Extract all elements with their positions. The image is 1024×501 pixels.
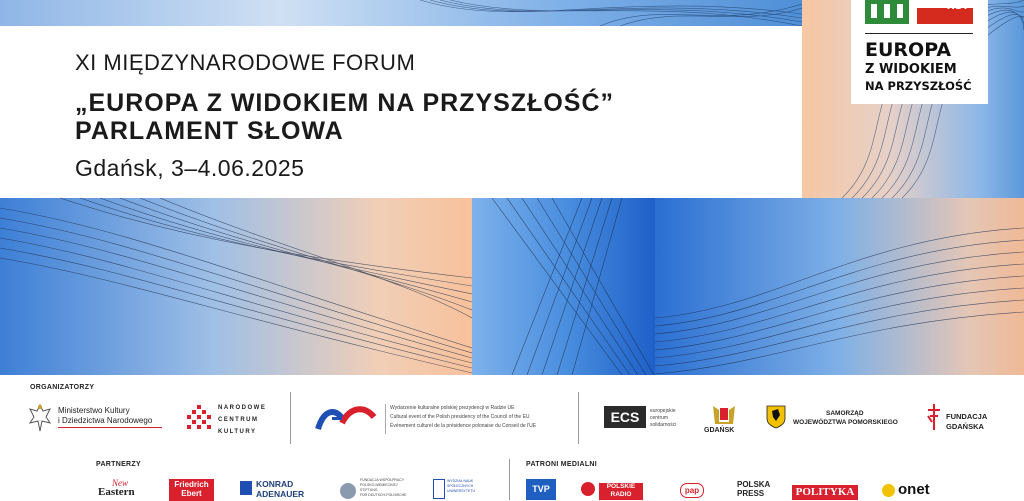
- middle-center-decorative-band: [472, 198, 655, 375]
- presidency-text-en: Cultural event of the Polish presidency of the Council of the EU: [390, 414, 530, 420]
- fwpn-logo: [340, 483, 356, 499]
- onet-logo: [882, 484, 895, 497]
- fundacja-text-1: FUNDACJA: [946, 412, 988, 421]
- top-decorative-band: [0, 0, 802, 26]
- middle-left-decorative-band: [0, 198, 472, 375]
- ministry-name-line2: i Dziedzictwa Narodowego: [58, 416, 153, 425]
- fwpn-text-1: FUNDACJA WSPÓŁPRACY: [360, 478, 405, 482]
- forum-edition-line: XI MIĘDZYNARODOWE FORUM: [75, 50, 416, 75]
- fwpn-text-2: POLSKO-NIEMIECKIEJ: [360, 483, 398, 487]
- polskie-radio-logo: [581, 482, 595, 496]
- nck-text-1: NARODOWE: [218, 405, 267, 411]
- presidency-logo: [314, 403, 378, 438]
- new-eastern-text-2: Eastern: [98, 486, 135, 498]
- onet-text: onet: [898, 481, 930, 498]
- fwpn-text-4: FÜR DEUTSCH-POLNISCHE: [360, 493, 407, 497]
- gdansk-text: GDAŃSK: [704, 427, 735, 434]
- polskie-radio-text: POLSKIE RADIO: [599, 483, 643, 500]
- samorzad-text-2: WOJEWÓDZTWA POMORSKIEGO: [793, 419, 898, 426]
- presidency-text-fr: Événement culturel de la présidence polonaise du Conseil de l'UE: [390, 423, 537, 429]
- nck-grid-icon: [186, 405, 212, 431]
- konrad-text-2: ADENAUER: [256, 489, 305, 499]
- middle-right-decorative-band: [655, 198, 1024, 375]
- partners-label: PARTNERZY: [96, 461, 141, 468]
- event-logo: [851, 0, 988, 104]
- forum-title: „EUROPA Z WIDOKIEM NA PRZYSZŁOŚĆ”: [75, 89, 615, 117]
- ecs-text-3: solidarności: [650, 422, 677, 428]
- gdansk-crest-icon: [709, 402, 739, 426]
- event-date-location: Gdańsk, 3–4.06.2025: [75, 155, 305, 181]
- pap-logo: pap: [680, 483, 704, 498]
- fundacja-logo: [926, 404, 942, 435]
- ministry-name-line1: Ministerstwo Kultury: [58, 406, 130, 415]
- nck-text-3: KULTURY: [218, 429, 257, 435]
- pomorskie-logo: [766, 405, 786, 434]
- friedrich-ebert-logo: Friedrich Ebert: [169, 479, 214, 501]
- polska-press-text-2: PRESS: [737, 489, 765, 498]
- wydzial-logo: [433, 479, 445, 499]
- polityka-logo: POLITYKA: [792, 485, 858, 500]
- ecs-text-2: centrum: [650, 415, 669, 421]
- konrad-adenauer-logo: [240, 481, 252, 495]
- logo-text-line1: EUROPA: [865, 39, 952, 61]
- eagle-emblem-icon: [28, 403, 52, 433]
- logo-text-line2: Z WIDOKIEM: [865, 62, 957, 77]
- new-eastern-text-1: New: [112, 478, 129, 488]
- forum-subtitle: PARLAMENT SŁOWA: [75, 117, 344, 145]
- samorzad-text-1: SAMORZĄD: [826, 410, 864, 417]
- divider: [578, 392, 579, 444]
- fwpn-text-3: STIFTUNG: [360, 488, 378, 492]
- fundacja-mark-icon: [926, 404, 942, 430]
- ecs-logo: ECS: [604, 406, 646, 428]
- logo-text-line3: NA PRZYSZŁOŚĆ: [865, 79, 972, 93]
- nck-text-2: CENTRUM: [218, 417, 259, 423]
- ministry-logo: [28, 403, 52, 438]
- wydzial-text-3: UNIWERSYTETU: [447, 489, 475, 493]
- griffin-crest-icon: [766, 405, 786, 429]
- polska-press-text-1: POLSKA: [737, 480, 771, 489]
- presidency-text-pl: Wydarzenie kulturalne polskiej prezydencji w Radzie UE: [390, 405, 515, 411]
- wydzial-text-2: SPOŁECZNYCH: [447, 484, 474, 488]
- media-patrons-label: PATRONI MEDIALNI: [526, 461, 598, 468]
- sponsors-section: [0, 375, 1024, 500]
- organizers-label: ORGANIZATORZY: [30, 384, 95, 391]
- fundacja-text-2: GDAŃSKA: [946, 422, 984, 431]
- crane-tower-icon: [865, 0, 909, 24]
- divider: [290, 392, 291, 444]
- divider: [509, 459, 510, 500]
- wydzial-text-1: WYDZIAŁ NAUK: [447, 479, 474, 483]
- nck-logo: [186, 405, 212, 436]
- eu-presidency-icon: [314, 403, 378, 433]
- tvp-logo: TVP: [526, 479, 556, 500]
- konrad-text-1: KONRAD: [256, 479, 294, 489]
- ecs-text-1: europejskie: [650, 408, 676, 414]
